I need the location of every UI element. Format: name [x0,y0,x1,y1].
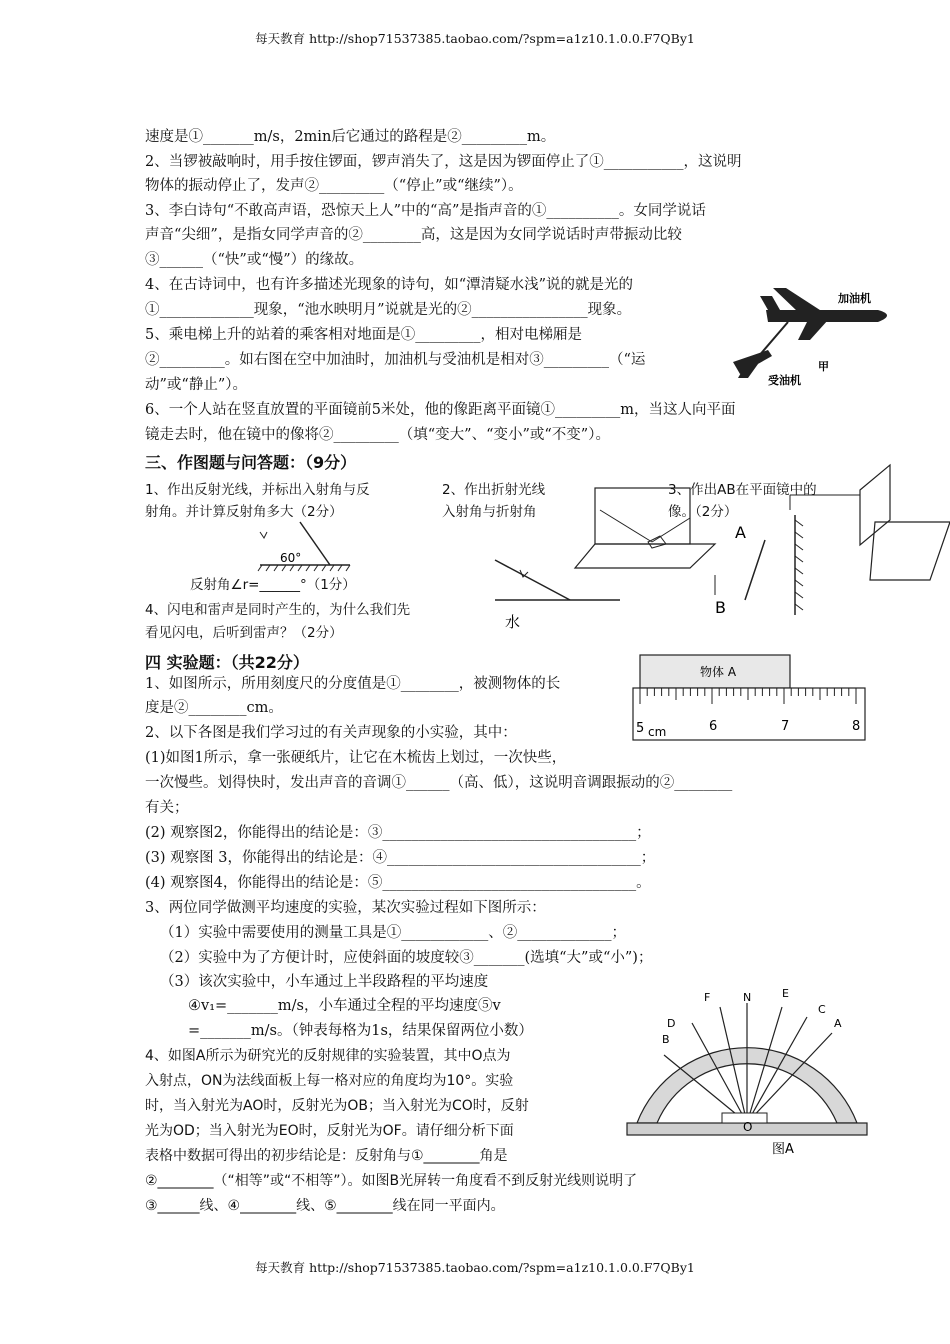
exp-line-5: 一次慢些。划得快时，发出声音的音调①______（高、低），这说明音调跟振动的②________ [145,775,733,791]
ruler-figure [630,652,870,744]
line-3: 物体的振动停止了，发声②_________（“停止”或“继续”）。 [145,178,523,194]
protractor-figure [622,985,872,1155]
line-2: 2、当锣被敲响时，用手按住锣面，锣声消失了，这是因为锣面停止了①___________，这说明 [145,154,742,170]
refuel-hose [758,322,788,357]
exp-line-21: ②________（“相等”或“不相等”）。如图B光屏转一角度看不到反射光线则说明了 [145,1173,638,1189]
exp-line-3: 2、以下各图是我们学习过的有关声现象的小实验，其中： [145,725,517,741]
page-footer: 每天教育 http://shop71537385.taobao.com/?spm=a1z10.1.0.0.F7QBy1 [255,1260,695,1275]
exp-line-19: 光为OD；当入射光为EO时，反射光为OF。请仔细分析下面 [145,1123,514,1139]
pro-label-d: D [667,1017,676,1030]
exp-line-15: =_______m/s。（钟表每格为1s，结果保留两位小数） [188,1023,533,1039]
line-9: 5、乘电梯上升的站着的乘客相对地面是①_________，相对电梯厢是 [145,327,582,343]
exp-line-18: 时，当入射光为AO时，反射光为OB；当入射光为CO时，反射 [145,1098,529,1114]
exp-line-2: 度是②________cm。 [145,700,283,716]
refueling-planes-figure [728,282,898,390]
pro-label-n: N [743,991,752,1004]
tick-7: 7 [781,719,790,734]
pro-label-f: F [704,991,711,1004]
line-10: ②_________。如右图在空中加油时，加油机与受油机是相对③_________（“运 [145,352,646,368]
pro-label-o: O [743,1120,753,1134]
receiver-label: 受油机 [768,374,801,387]
object-a-label: 物体 A [700,665,737,679]
exp-line-20: 表格中数据可得出的初步结论是：反射角与①________角是 [145,1148,508,1164]
line-1: 速度是①_______m/s，2min后它通过的路程是②_________m。 [145,129,556,145]
exp-line-16: 4、如图A所示为研究光的反射规律的实验装置，其中O点为 [145,1048,511,1064]
incident-ray [300,522,330,565]
figure-a-caption: 图A [772,1142,794,1155]
tanker-label: 加油机 [838,292,871,305]
pro-label-c: C [818,1003,826,1016]
tick-8: 8 [852,719,861,734]
tick-6: 6 [709,719,718,734]
pro-label-b: B [662,1033,670,1046]
line-4: 3、李白诗句“不敢高声语，恐惊天上人”中的“高”是指声音的①__________。女同学说话 [145,203,706,219]
s3-q4-line2: 看见闪电，后听到雷声？（2分） [145,625,343,641]
label-b: B [715,598,726,617]
exp-line-9: (4) 观察图4，你能得出的结论是：⑤___________________________________。 [145,875,651,891]
angle-60-label: 60° [280,551,302,565]
s3-q3-line1: 3、作出AB在平面镜中的 [668,482,817,498]
unit-cm: cm [648,725,667,739]
exp-line-4: (1)如图1所示，拿一张硬纸片，让它在木梳齿上划过，一次快些， [145,750,567,766]
exp-line-12: （2）实验中为了方便计时，应使斜面的坡度较③_______(选填“大”或“小”)； [160,950,653,966]
exp-line-17: 入射点，ON为法线面板上每一格对应的角度均为10°。实验 [145,1073,514,1089]
exp-line-1: 1、如图所示，所用刻度尺的分度值是①________，被测物体的长 [145,676,561,692]
exp-line-8: (3) 观察图 3，你能得出的结论是：④___________________________________； [145,850,656,866]
label-a: A [735,523,746,542]
water-label: 水 [505,613,521,631]
line-13: 镜走去时，他在镜中的像将②_________（填“变大”、“变小”或“不变”）。 [145,427,610,443]
s3-q2-line2: 入射角与折射角 [442,504,537,520]
tick-5: 5 [636,721,645,736]
pro-label-e: E [782,987,789,1000]
pro-label-a: A [834,1017,842,1030]
exp-line-22: ③______线、④________线、⑤________线在同一平面内。 [145,1198,505,1214]
s3-q4-line1: 4、闪电和雷声是同时产生的，为什么我们先 [145,602,411,618]
exp-line-11: （1）实验中需要使用的测量工具是①____________、②_____________； [160,925,626,941]
receiver-plane [733,350,772,378]
exp-line-14: ④v₁=_______m/s，小车通过全程的平均速度⑤v [188,998,501,1014]
reflection-surface-figure [250,520,360,575]
exp-line-6: 有关； [145,800,189,816]
ab-mirror-figure [700,460,950,620]
section-4-title: 四 实验题：（共22分） [145,653,309,672]
s3-q3-line2: 像。（2分） [668,504,738,520]
exp-line-10: 3、两位同学做测平均速度的实验，某次实验过程如下图所示： [145,900,546,916]
ruler-body [633,688,865,740]
line-12: 6、一个人站在竖直放置的平面镜前5米处，他的像距离平面镜①_________m，当这人向平面 [145,402,736,418]
s3-q2-line1: 2、作出折射光线 [442,482,546,498]
line-8: ①_____________现象，“池水映明月”说就是光的②________________现象。 [145,302,632,318]
reflection-angle-line: 反射角∠r=______°（1分） [190,577,356,593]
line-7: 4、在古诗词中，也有许多描述光现象的诗句，如“潭清疑水浅”说的就是光的 [145,277,634,293]
line-5: 声音“尖细”，是指女同学声音的②________高，这是因为女同学说话时声带振动比较 [145,227,682,243]
line-11: 动”或“静止”）。 [145,377,247,393]
mark-jia: 甲 [818,360,829,373]
exp-line-7: (2) 观察图2，你能得出的结论是：③___________________________________； [145,825,651,841]
exp-line-13: （3）该次实验中，小车通过上半段路程的平均速度 [160,974,489,990]
s3-q1-line1: 1、作出反射光线，并标出入射角与反 [145,482,370,498]
page-header: 每天教育 http://shop71537385.taobao.com/?spm=a1z10.1.0.0.F7QBy1 [255,31,695,46]
object-ab [745,540,765,600]
line-6: ③______（“快”或“慢”）的缘故。 [145,252,364,268]
s3-q1-line2: 射角。并计算反射角多大（2分） [145,504,343,520]
section-3-title: 三、作图题与问答题：（9分） [145,453,357,472]
